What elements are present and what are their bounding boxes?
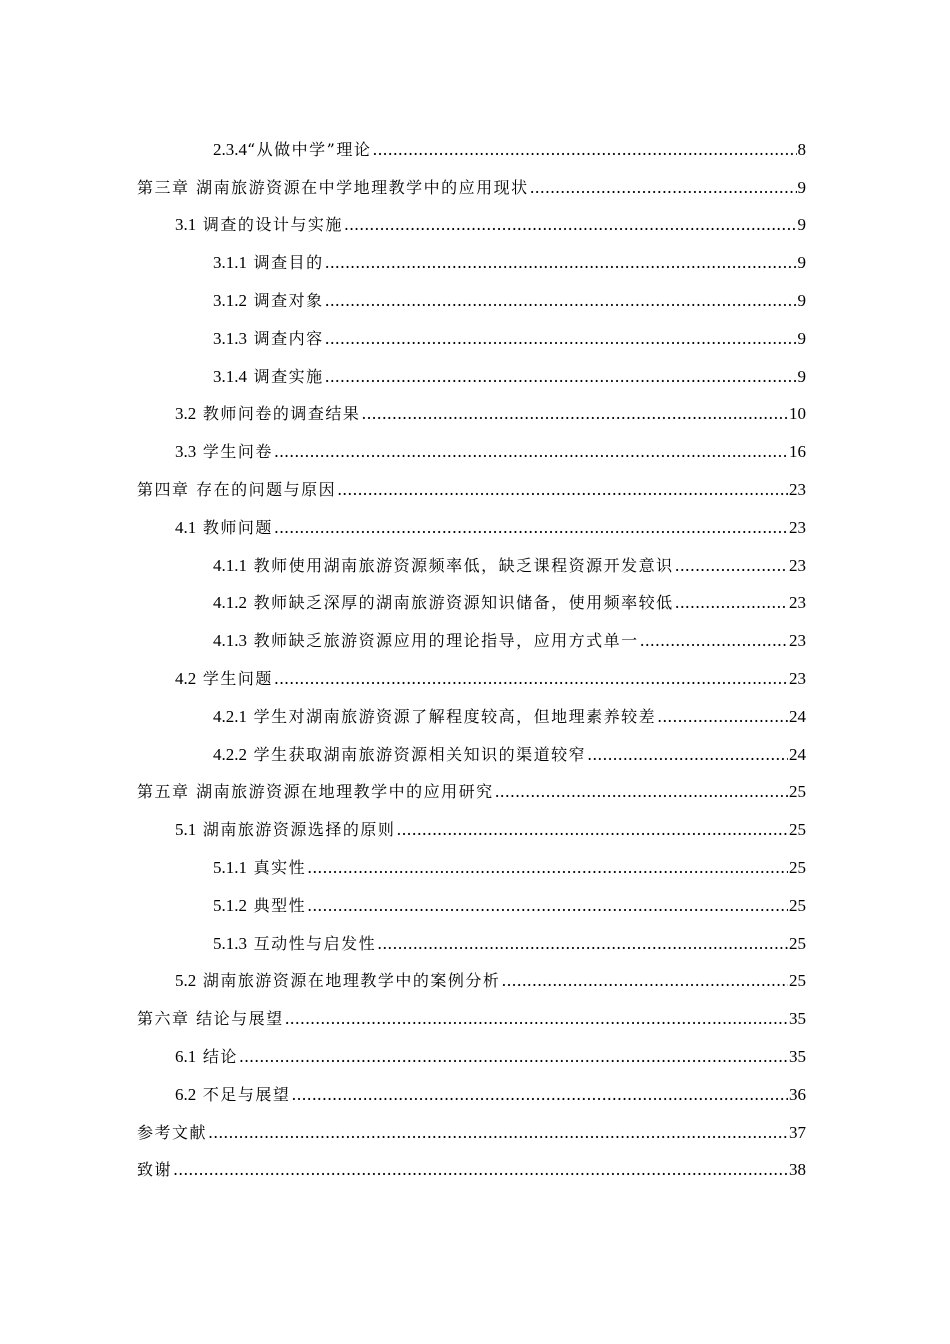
toc-entry-title: 3.1 调查的设计与实施 bbox=[175, 215, 343, 235]
toc-entry-title: 3.1.4 调查实施 bbox=[213, 366, 324, 386]
toc-entry-page: 37 bbox=[789, 1122, 806, 1142]
toc-entry-title: 3.1.1 调查目的 bbox=[213, 253, 324, 273]
toc-entry[interactable] bbox=[137, 168, 950, 206]
toc-entry-page: 9 bbox=[797, 177, 806, 197]
dot-leader bbox=[208, 1123, 788, 1143]
toc-entry-title: 3.1.3 调查内容 bbox=[213, 328, 324, 348]
dot-leader bbox=[325, 291, 797, 311]
toc-entry-title: 5.2 湖南旅游资源在地理教学中的案例分析 bbox=[175, 971, 501, 991]
dot-leader bbox=[337, 480, 788, 500]
toc-entry-title: 5.1.3 互动性与启发性 bbox=[213, 933, 377, 953]
toc-entry-title: 第六章 结论与展望 bbox=[137, 1009, 284, 1029]
dot-leader bbox=[274, 442, 788, 462]
toc-entry-page: 35 bbox=[789, 1046, 806, 1066]
toc-entry-title: 2.3.4“从做中学”理论 bbox=[213, 139, 372, 159]
toc-entry-page: 9 bbox=[797, 328, 806, 348]
dot-leader bbox=[291, 1085, 788, 1105]
dot-leader bbox=[325, 253, 797, 273]
toc-entry-page: 8 bbox=[797, 139, 806, 159]
toc-entry-title: 4.1.2 教师缺乏深厚的湖南旅游资源知识储备，使用频率较低 bbox=[213, 593, 674, 613]
toc-entry-page: 24 bbox=[789, 744, 806, 764]
toc-entry-page: 23 bbox=[789, 668, 806, 688]
dot-leader bbox=[285, 1009, 788, 1029]
toc-entry-title: 5.1 湖南旅游资源选择的原则 bbox=[175, 820, 396, 840]
toc-entry[interactable] bbox=[175, 1075, 950, 1113]
dot-leader bbox=[325, 367, 797, 387]
dot-leader bbox=[307, 858, 788, 878]
toc-entry-page: 23 bbox=[789, 593, 806, 613]
toc-entry[interactable] bbox=[213, 886, 950, 924]
toc-entry-page: 9 bbox=[797, 215, 806, 235]
toc-entry-title: 3.2 教师问卷的调查结果 bbox=[175, 404, 361, 424]
toc-entry-title: 第四章 存在的问题与原因 bbox=[137, 479, 337, 499]
toc-entry-title: 5.1.2 典型性 bbox=[213, 895, 307, 915]
toc-entry-page: 25 bbox=[789, 857, 806, 877]
toc-entry[interactable] bbox=[213, 584, 950, 622]
dot-leader bbox=[361, 404, 788, 424]
toc-entry-title: 第三章 湖南旅游资源在中学地理教学中的应用现状 bbox=[137, 177, 529, 197]
dot-leader bbox=[307, 896, 788, 916]
toc-entry-page: 25 bbox=[789, 933, 806, 953]
toc-entry[interactable] bbox=[213, 621, 950, 659]
toc-entry-page: 16 bbox=[789, 442, 806, 462]
dot-leader bbox=[675, 556, 788, 576]
toc-entry-title: 4.1.1 教师使用湖南旅游资源频率低，缺乏课程资源开发意识 bbox=[213, 555, 674, 575]
toc-entry[interactable] bbox=[213, 546, 950, 584]
table-of-contents bbox=[0, 130, 950, 1188]
dot-leader bbox=[657, 707, 788, 727]
dot-leader bbox=[377, 934, 788, 954]
dot-leader bbox=[675, 593, 788, 613]
dot-leader bbox=[325, 329, 797, 349]
toc-entry-page: 36 bbox=[789, 1084, 806, 1104]
toc-entry-page: 23 bbox=[789, 555, 806, 575]
toc-entry-title: 4.2.2 学生获取湖南旅游资源相关知识的渠道较窄 bbox=[213, 744, 587, 764]
toc-entry[interactable] bbox=[213, 130, 950, 168]
toc-entry[interactable] bbox=[137, 773, 950, 811]
toc-entry-title: 4.2.1 学生对湖南旅游资源了解程度较高，但地理素养较差 bbox=[213, 706, 657, 726]
toc-entry-page: 9 bbox=[797, 366, 806, 386]
toc-entry[interactable] bbox=[175, 395, 950, 433]
toc-entry[interactable] bbox=[175, 1037, 950, 1075]
toc-entry-page: 25 bbox=[789, 895, 806, 915]
dot-leader bbox=[173, 1160, 788, 1180]
dot-leader bbox=[274, 518, 788, 538]
toc-entry-page: 23 bbox=[789, 517, 806, 537]
toc-entry[interactable] bbox=[213, 281, 950, 319]
toc-entry[interactable] bbox=[213, 357, 950, 395]
toc-entry[interactable] bbox=[175, 432, 950, 470]
toc-entry[interactable] bbox=[175, 508, 950, 546]
toc-entry[interactable] bbox=[175, 810, 950, 848]
dot-leader bbox=[530, 178, 797, 198]
dot-leader bbox=[274, 669, 788, 689]
toc-entry-title: 6.2 不足与展望 bbox=[175, 1084, 291, 1104]
toc-entry-title: 3.1.2 调查对象 bbox=[213, 290, 324, 310]
toc-entry[interactable] bbox=[137, 1113, 950, 1151]
toc-entry[interactable] bbox=[137, 999, 950, 1037]
toc-entry-title: 第五章 湖南旅游资源在地理教学中的应用研究 bbox=[137, 782, 494, 802]
toc-entry[interactable] bbox=[213, 319, 950, 357]
dot-leader bbox=[372, 140, 796, 160]
toc-entry-page: 23 bbox=[789, 631, 806, 651]
toc-entry-page: 38 bbox=[789, 1160, 806, 1180]
dot-leader bbox=[495, 782, 788, 802]
dot-leader bbox=[396, 820, 788, 840]
toc-entry-page: 23 bbox=[789, 479, 806, 499]
toc-entry[interactable] bbox=[175, 206, 950, 244]
toc-entry-page: 25 bbox=[789, 782, 806, 802]
dot-leader bbox=[587, 745, 788, 765]
toc-entry-page: 10 bbox=[789, 404, 806, 424]
toc-entry-page: 35 bbox=[789, 1009, 806, 1029]
toc-entry-title: 6.1 结论 bbox=[175, 1046, 238, 1066]
dot-leader bbox=[640, 631, 788, 651]
toc-entry-page: 24 bbox=[789, 706, 806, 726]
toc-entry[interactable] bbox=[175, 962, 950, 1000]
toc-entry[interactable] bbox=[213, 848, 950, 886]
toc-entry[interactable] bbox=[175, 659, 950, 697]
toc-entry[interactable] bbox=[213, 735, 950, 773]
toc-entry[interactable] bbox=[213, 924, 950, 962]
toc-entry-page: 9 bbox=[797, 253, 806, 273]
toc-entry-page: 25 bbox=[789, 971, 806, 991]
toc-entry-title: 参考文献 bbox=[137, 1122, 208, 1142]
dot-leader bbox=[344, 215, 797, 235]
toc-entry-title: 5.1.1 真实性 bbox=[213, 857, 307, 877]
dot-leader bbox=[239, 1047, 788, 1067]
toc-entry[interactable] bbox=[213, 243, 950, 281]
toc-entry[interactable] bbox=[213, 697, 950, 735]
toc-entry[interactable] bbox=[137, 1151, 950, 1189]
toc-entry[interactable] bbox=[137, 470, 950, 508]
toc-entry-title: 致谢 bbox=[137, 1160, 173, 1180]
toc-entry-page: 25 bbox=[789, 820, 806, 840]
dot-leader bbox=[501, 971, 788, 991]
toc-entry-title: 3.3 学生问卷 bbox=[175, 442, 273, 462]
toc-entry-title: 4.2 学生问题 bbox=[175, 668, 273, 688]
toc-entry-title: 4.1.3 教师缺乏旅游资源应用的理论指导，应用方式单一 bbox=[213, 631, 639, 651]
toc-entry-title: 4.1 教师问题 bbox=[175, 517, 273, 537]
toc-entry-page: 9 bbox=[797, 290, 806, 310]
